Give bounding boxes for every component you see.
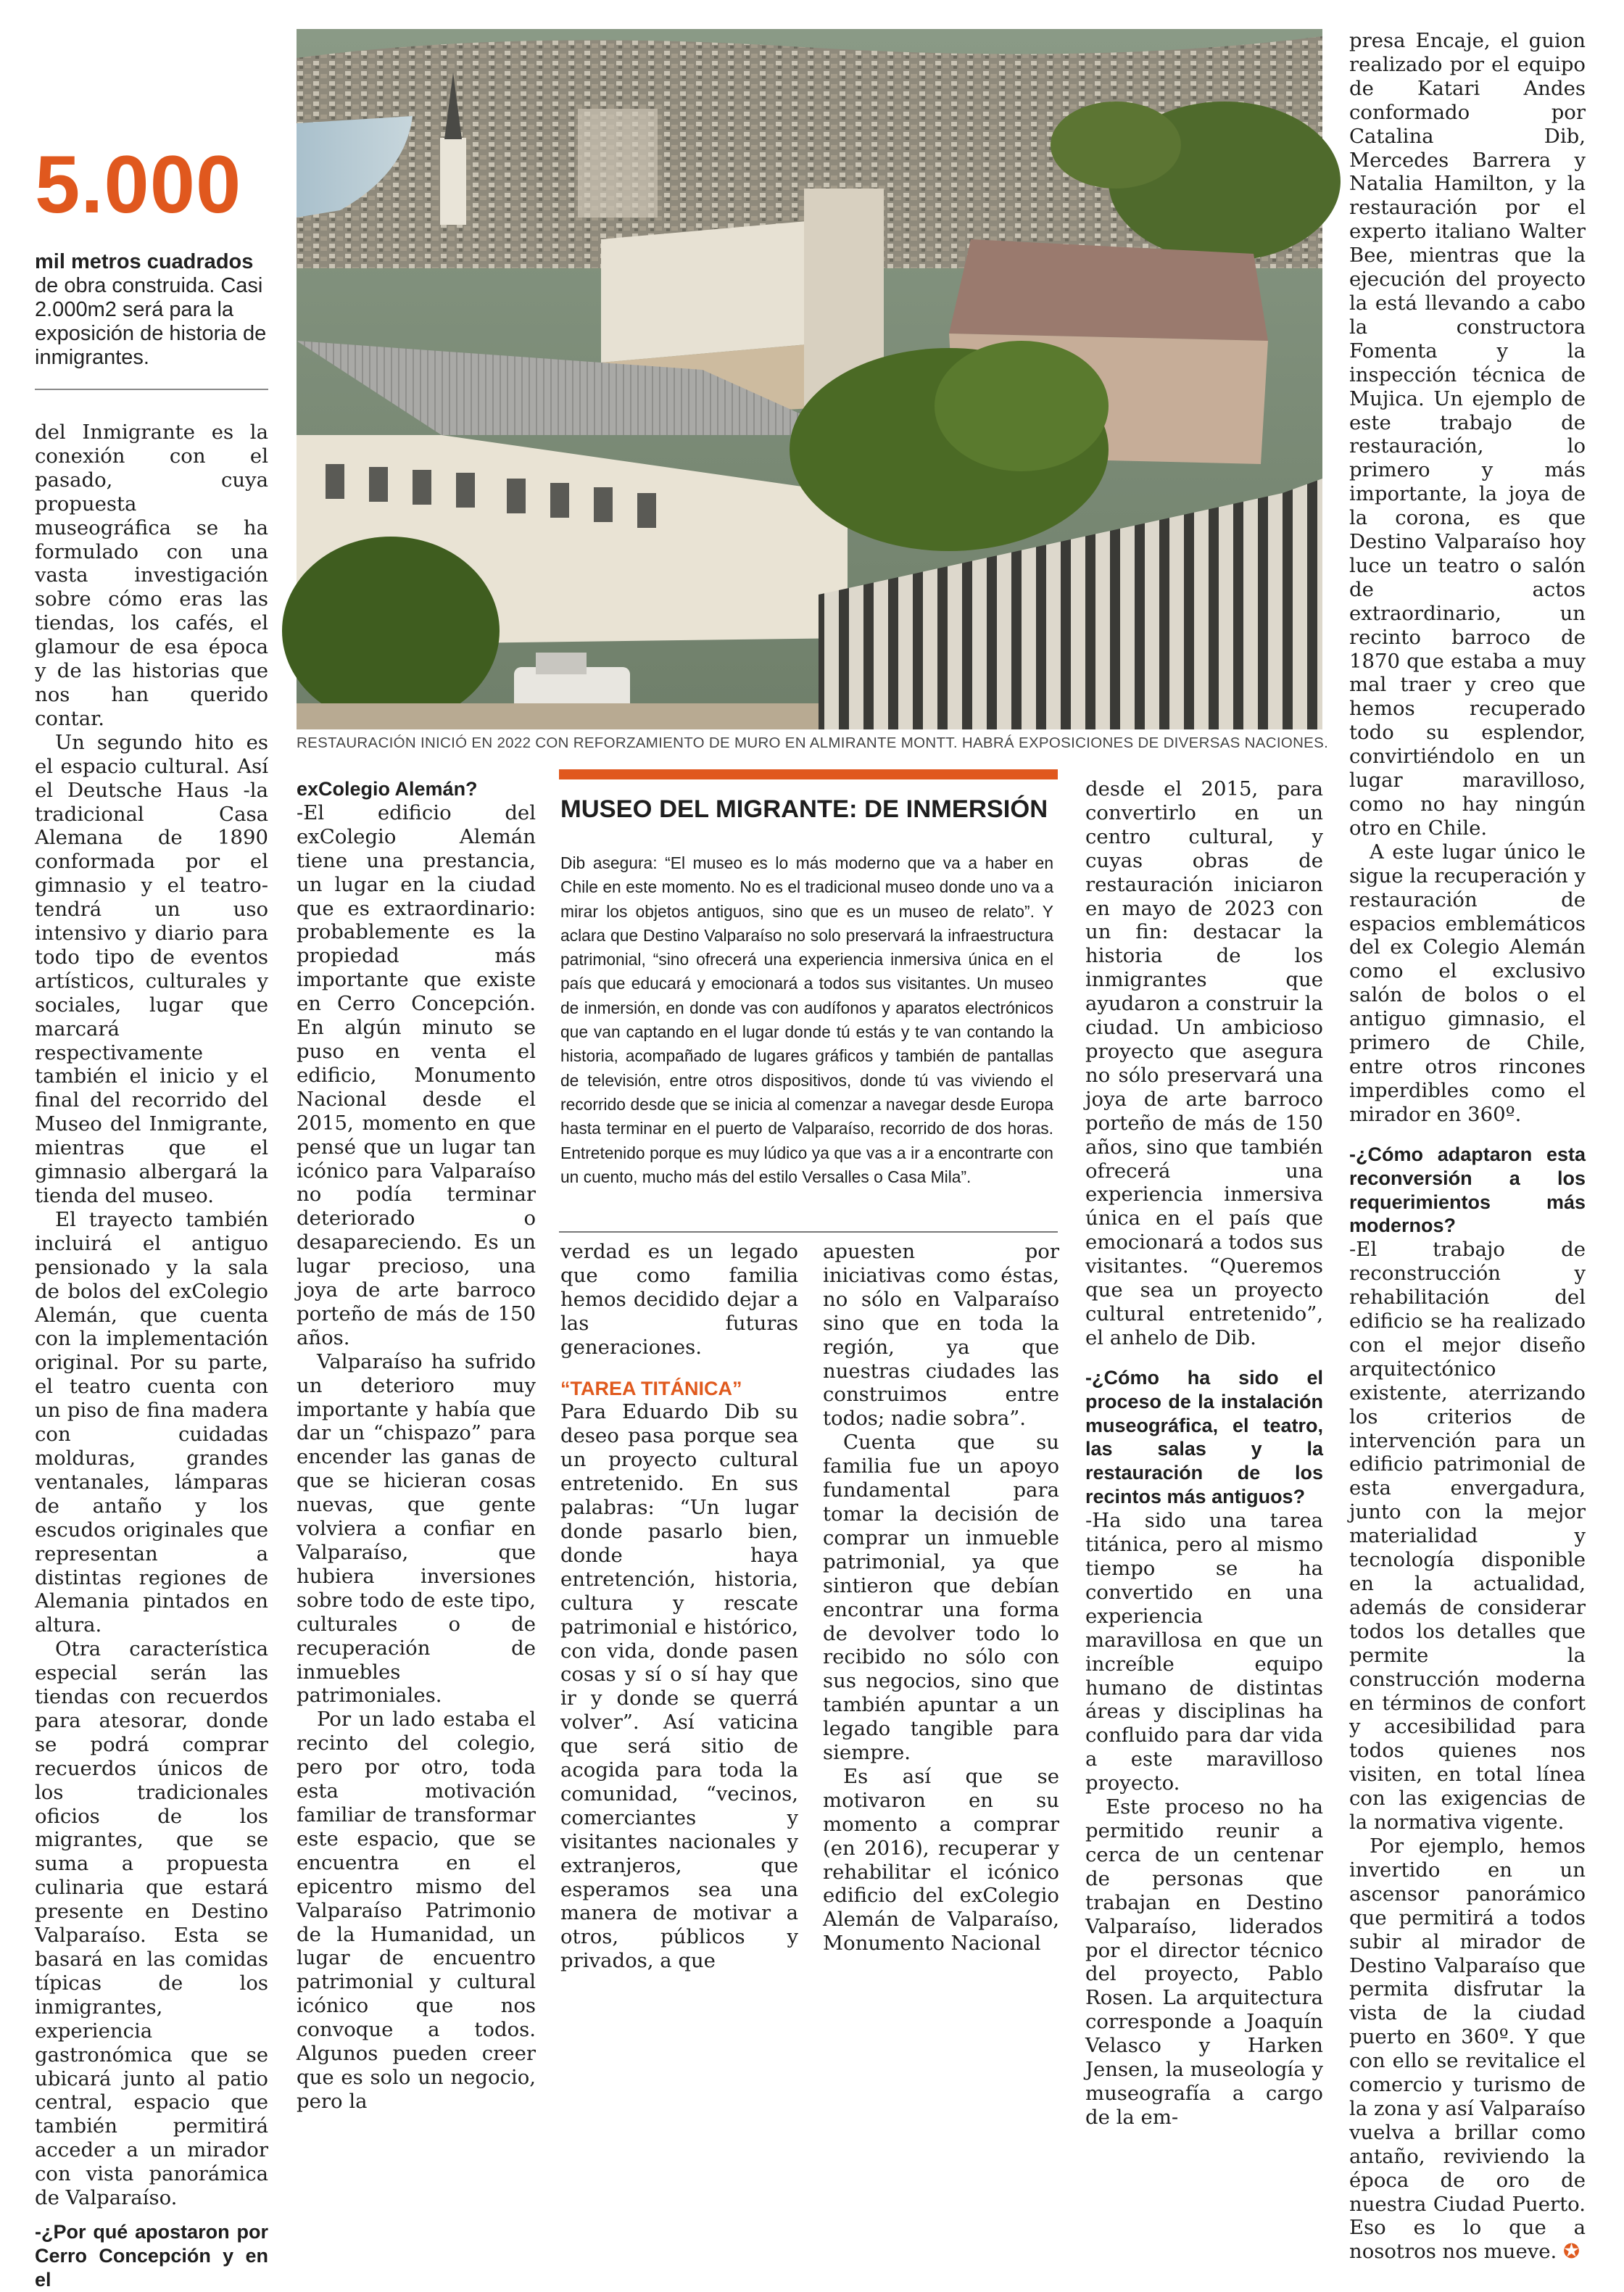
article-column-1 [35,421,268,2291]
box-accent-bar [559,769,1058,779]
col1-paragraph-4: Otra característica especial serán las tiendas con recuerdos para atesorar, donde se podrá comprar recuerdos únicos de los tradicionales oficios de los migrantes, que se suma a propuesta culinaria que estará presente en Destino Valparaíso. Esta se basará en las comidas típicas de los inmigrantes, experiencia gastronómica que se ubicará junto al patio central, espacio que también permitirá acceder a un mirador con vista panorámica de Valparaíso. [35,1637,268,2210]
col4-paragraph-2: Cuenta que su familia fue un apoyo fundamental para tomar la decisión de comprar un inmueble patrimonial, ya que sintieron que debían encontrar una forma de devolver todo lo recibido no sólo con sus negocios, sino que también apuntar a un legado tangible para siempre. [823,1431,1059,1765]
col6-paragraph-4-text: Por ejemplo, hemos invertido en un ascensor panorámico que permitirá a todos subir al mirador de Destino Valparaíso que permita disfrutar la vista de la ciudad puerto en 360º. Y que con ello se revitalice el comercio y turismo de la zona y así Valparaíso vuelva a brillar como antaño, reviviendo la época de oro de nuestra Ciudad Puerto. Eso es lo que a nosotros nos mueve. [1349,1834,1586,2264]
article-column-3 [560,1240,798,1973]
col1-question: -¿Por qué apostaron por Cerro Concepción y en el [35,2220,268,2291]
col5-paragraph-1: desde el 2015, para convertirlo en un centro cultural, y cuyas obras de restauración iniciaron en mayo de 2023 con un fin: destacar la historia de los inmigrantes que ayudaron a construir la ciudad. Un ambicioso proyecto que asegura no sólo preservará una joya de arte barroco porteño de más de 150 años, sino que también ofrecerá una experiencia inmersiva única en el país que emocionará a todos sus visitantes. “Queremos que sea un proyecto cultural entretenido”, el anhelo de Dib. [1085,777,1323,1349]
stat-divider [35,389,268,390]
article-column-4 [823,1240,1059,1956]
col6-paragraph-3: -El trabajo de reconstrucción y rehabilitación del edificio se ha realizado con el mejor diseño arquitectónico existente, aterrizando los criterios de intervención para un edificio patrimonial de esta envergadura, junto con la mejor materialidad y tecnología disponible en la actualidad, además de considerar todos los detalles que permite la construcción moderna en términos de confort y accesibilidad para todos quienes nos visiten, en total línea con las exigencias de la normativa vigente. [1349,1238,1586,1834]
col2-paragraph-1: -El edificio del exColegio Alemán tiene una prestancia, un lugar en la ciudad que es extraordinario: probablemente es la propiedad más importante que existe en Cerro Concepción. En algún minuto se puso en venta el edificio, Monumento Nacional desde el 2015, momento en que pensé que un lugar tan icónico para Valparaíso no podía terminar deteriorado o desapareciendo. Es un lugar precioso, una joya de arte barroco porteño de más de 150 años. [297,800,536,1349]
col6-paragraph-2: A este lugar único le sigue la recuperación y restauración de espacios emblemáticos del ex Colegio Alemán como el exclusivo salón de bolos o el antiguo gimnasio, el primero de Chile, entre otros rincones imperdibles como el mirador en 360º. [1349,840,1586,1126]
stat-text: de obra construida. Casi 2.000m2 será para la exposición de historia de inmigrantes. [35,274,267,369]
col5-paragraph-2: -Ha sido una tarea titánica, pero al mismo tiempo se ha convertido en una experiencia maravillosa en que un increíble equipo humano de distintas áreas y disciplinas ha confluido para dar vida a este maravilloso proyecto. [1085,1509,1323,1795]
box-divider [559,1231,1058,1233]
col6-paragraph-4 [1349,1834,1586,2264]
box-text: Dib asegura: “El museo es lo más moderno que va a haber en Chile en este momento. No es el tradicional museo donde uno va a mirar los objetos antiguos, sino que es un museo de relato”. Y aclara que Destino Valparaíso no solo preservará la infraestructura patrimonial, “sino ofrecerá una experiencia inmersiva única en el país que educará y emocionará a todos sus visitantes. Un museo de inmersión, en donde vas con audífonos y aparatos electrónicos que van captando en el lugar donde tú estás y te van contando la historia, acompañado de lugares gráficos y también de pantallas de televisión, entre otros dispositivos, donde tú vas viviendo el recorrido desde que se inicia al comenzar a navegar desde Europa hasta terminar en el puerto de Valparaíso, recorrido de dos horas. Entretenido porque es muy lúdico ya que vas a ir a encontrarte con un cuento, mucho más del estilo Versalles o Casa Mila”. [560,853,1053,1186]
col2-paragraph-3: Por un lado estaba el recinto del colegio, pero por otro, toda esta motivación familiar de transformar este espacio, que se encuentra en el epicentro mismo del Valparaíso Patrimonio de la Humanidad, un lugar de encuentro patrimonial y cultural icónico que nos convoque a todos. Algunos pueden creer que es solo un negocio, pero la [297,1708,536,2113]
col1-paragraph-3: El trayecto también incluirá el antiguo pensionado y la sala de bolos del exColegio Alemán, que cuenta con la implementación original. Por su parte, el teatro cuenta con un piso de fina madera con cuidadas molduras, grandes ventanales, lámparas de antaño y los escudos originales que representan a distintas regiones de Alemania pintados en altura. [35,1207,268,1637]
col4-paragraph-1: apuesten por iniciativas como éstas, no sólo en Valparaíso sino que en toda la región, ya que nuestras ciudades las construimos entre todos; nadie sobra”. [823,1240,1059,1431]
col6-question: -¿Cómo adaptaron esta reconversión a los requerimientos más modernos? [1349,1143,1586,1237]
col4-paragraph-3: Es así que se motivaron en su momento a comprar (en 2016), recuperar y rehabilitar el icónico edificio del exColegio Alemán de Valparaíso, Monumento Nacional [823,1764,1059,1956]
box-title: MUSEO DEL MIGRANTE: DE INMERSIÓN [560,795,1048,823]
article-column-5 [1085,777,1323,2129]
col1-paragraph-2: Un segundo hito es el espacio cultural. Así el Deutsche Haus -la tradicional Casa Alemana de 1890 conformada por el gimnasio y el teatro- tendrá un uso intensivo y diario para todo tipo de eventos artísticos, culturales y sociales, lugar que marcará respectivamente también el inicio y el final del recorrido del Museo del Inmigrante, mientras que el gimnasio albergará la tienda del museo. [35,730,268,1207]
col5-question: -¿Cómo ha sido el proceso de la instalación museográfica, el teatro, las salas y la restauración de los recintos más antiguos? [1085,1366,1323,1508]
article-column-6 [1349,29,1586,2264]
col1-paragraph-1: del Inmigrante es la conexión con el pasado, cuya propuesta museográfica se ha formulado con una vasta investigación sobre cómo eras las tiendas, los cafés, el glamour de esa época y de las historias que nos han querido contar. [35,421,268,730]
col2-paragraph-2: Valparaíso ha sufrido un deterioro muy importante y había que dar un “chispazo” para encender las ganas de que se hicieran cosas nuevas, que gente volviera a confiar en Valparaíso, que hubiera inversiones sobre todo de este tipo, culturales o de recuperación de inmuebles patrimoniales. [297,1349,536,1708]
museum-photo [297,29,1322,729]
article-column-2 [297,777,536,2113]
photo-caption: RESTAURACIÓN INICIÓ EN 2022 CON REFORZAMIENTO DE MURO EN ALMIRANTE MONTT. HABRÁ EXPOSICIONES DE DIVERSAS NACIONES. [297,735,1329,751]
col6-paragraph-1: presa Encaje, el guion realizado por el equipo de Katari Andes conformado por Catalina Dib, Mercedes Barrera y Natalia Hamilton, y la restauración por el experto italiano Walter Bee, mientras que la ejecución del proyecto la está llevando a cabo la constructora Fomenta y la inspección técnica de Mujica. Un ejemplo de este trabajo de restauración, lo primero y más importante, la joya de la corona, es que Destino Valparaíso hoy luce un teatro o salón de actos extraordinario, un recinto barroco de 1870 que estaba a muy mal traer y creo que hemos recuperado todo su esplendor, convirtiéndolo en un lugar maravilloso, como no hay ningún otro en Chile. [1349,29,1586,840]
stat-number: 5.000 [35,139,242,230]
col3-paragraph-1: verdad es un legado que como familia hemos decidido dejar a las futuras generaciones. [560,1240,798,1359]
stat-description [35,250,268,370]
col3-subhead: “TAREA TITÁNICA” [560,1377,742,1399]
stat-bold-line: mil metros cuadrados [35,250,254,273]
col2-question-end: exColegio Alemán? [297,778,478,800]
col5-paragraph-3: Este proceso no ha permitido reunir a cerca de un centenar de personas que trabajan en Destino Valparaíso, liderados por el director técnico del proyecto, Pablo Rosen. La arquitectura corresponde a Joaquín Velasco y Harken Jensen, la museología y museografía a cargo de la em- [1085,1795,1323,2129]
end-mark-icon: ✪ [1563,2240,1580,2264]
col3-paragraph-2: Para Eduardo Dib su deseo pasa porque sea un proyecto cultural entretenido. En sus palabras: “Un lugar donde pasarlo bien, donde haya entretención, historia, cultura y rescate patrimonial e histórico, con vida, donde pasen cosas y sí o sí hay que ir y donde se querrá volver”. Así vaticina que será sitio de acogida para toda la comunidad, “vecinos, comerciantes y visitantes nacionales y extranjeros, que esperamos sea una manera de motivar a otros, públicos y privados, a que [560,1400,798,1973]
